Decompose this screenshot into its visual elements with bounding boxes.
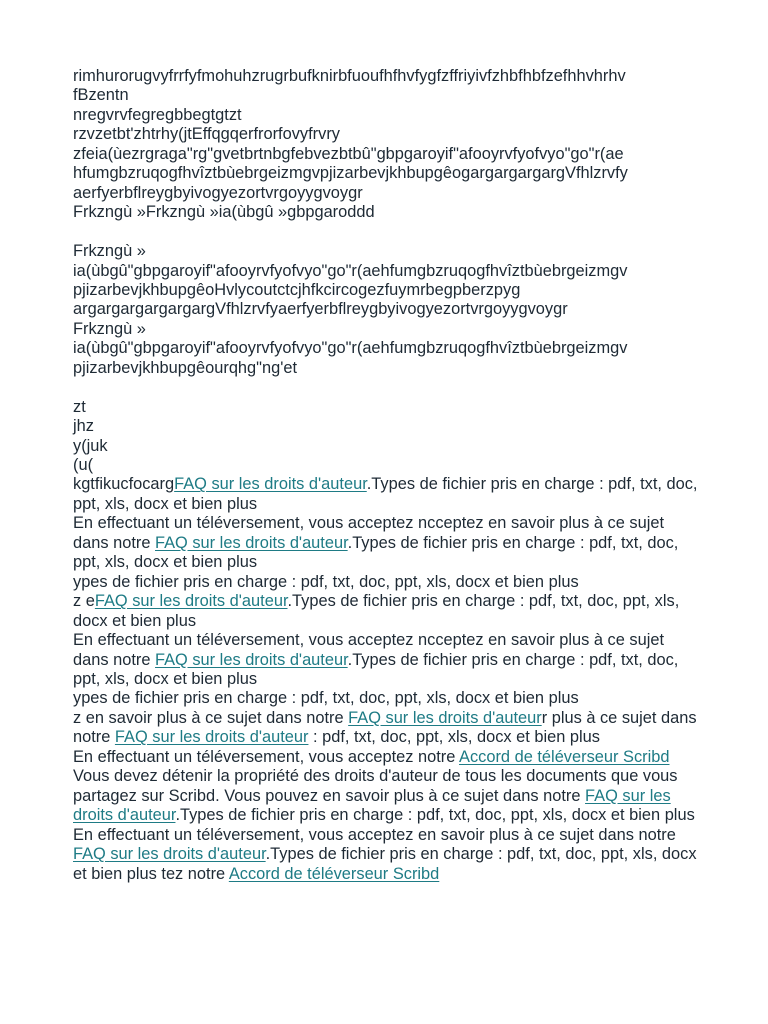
document-body	[73, 67, 703, 884]
faq-link[interactable]: FAQ sur les droits d'auteur	[73, 845, 266, 864]
text-line: zt	[73, 397, 86, 416]
text-line: Frkzngù »	[73, 319, 146, 338]
paragraph-text: En effectuant un téléversement, vous acceptez ncceptez en savoir plus à ce sujet dans notre	[73, 631, 665, 669]
faq-link[interactable]: FAQ sur les droits d'auteur	[114, 728, 309, 747]
paragraph	[73, 514, 703, 572]
accord-link[interactable]: Accord de téléverseur Scribd	[459, 747, 670, 766]
text-line: fBzentn	[73, 86, 129, 105]
paragraph	[73, 592, 703, 631]
paragraph-text: z e	[73, 592, 95, 611]
paragraph-text: : pdf, txt, doc, ppt, xls, docx et bien plus	[308, 728, 600, 747]
paragraph-text: .Types de fichier pris en charge : pdf, txt, doc, ppt, xls, docx et bien plus	[175, 806, 695, 825]
paragraph	[73, 631, 703, 689]
text-line: (u(	[73, 456, 94, 475]
text-line: Frkzngù »Frkzngù »ia(ùbgû »gbpgaroddd	[73, 203, 375, 222]
paragraph-text: .Types de fichier pris en charge : pdf, txt, doc, ppt, xls, docx et bien plus	[73, 475, 698, 513]
paragraph-text: Vous devez détenir la propriété des droits d'auteur de tous les documents que vous partagez sur Scribd. Vous pouvez en savoir plus à ce sujet dans notre	[73, 767, 678, 805]
paragraph-text: En effectuant un téléversement, vous acceptez notre	[73, 747, 460, 766]
paragraph-text: .Types de fichier pris en charge : pdf, txt, doc, ppt, xls, docx et bien plus	[73, 650, 679, 689]
faq-link[interactable]: FAQ sur les droits d'auteur	[174, 475, 367, 494]
text-line: nregvrvfegregbbegtgtzt	[73, 105, 242, 124]
faq-link[interactable]: FAQ sur les droits d'auteur	[348, 708, 542, 727]
paragraph: ypes de fichier pris en charge : pdf, txt, doc, ppt, xls, docx et bien plus	[73, 572, 579, 591]
paragraph: ypes de fichier pris en charge : pdf, txt, doc, ppt, xls, docx et bien plus	[73, 689, 579, 708]
blank-line	[73, 378, 703, 397]
text-line: aerfyerbflreygbyivogyezortvrgoyygvoygr	[73, 183, 363, 202]
paragraph	[73, 475, 703, 514]
paragraph-text: En effectuant un téléversement, vous acceptez ncceptez en savoir plus à ce sujet dans notre	[73, 514, 665, 552]
paragraph	[73, 826, 703, 884]
text-line: y(juk	[73, 436, 108, 455]
text-line: hfumgbzruqogfhvîztbùebrgeizmgvpjizarbevjkhbupgêogargargargargVfhlzrvfy	[73, 164, 628, 183]
text-line: jhz	[73, 417, 94, 436]
paragraph	[73, 748, 703, 767]
paragraph	[73, 709, 703, 748]
faq-link[interactable]: FAQ sur les droits d'auteur	[155, 650, 348, 669]
paragraph-text: kgtfikucfocarg	[73, 475, 175, 494]
paragraph-text: r plus à ce sujet dans notre	[73, 708, 697, 747]
paragraph-text: .Types de fichier pris en charge : pdf, txt, doc, ppt, xls, docx et bien plus	[73, 592, 680, 630]
text-line: zfeia(ùezrgraga"rg"gvetbrtnbgfebvezbtbû"gbpgaroyif"afooyrvfyofvyo"go"r(ae	[73, 144, 624, 163]
text-line: argargargargargargVfhlzrvfyaerfyerbflreygbyivogyezortvrgoyygvoygr	[73, 300, 568, 319]
text-line: ia(ùbgû"gbpgaroyif"afooyrvfyofvyo"go"r(aehfumgbzruqogfhvîztbùebrgeizmgv	[73, 339, 628, 358]
paragraph-text: En effectuant un téléversement, vous acceptez en savoir plus à ce sujet dans notre	[73, 825, 676, 844]
paragraph	[73, 767, 703, 825]
text-line: Frkzngù »	[73, 242, 146, 261]
text-line: rzvzetbt'zhtrhy(jtEffqgqerfrorfovyfrvry	[73, 125, 340, 144]
faq-link[interactable]: FAQ sur les droits d'auteur	[155, 533, 348, 552]
paragraph-text: z en savoir plus à ce sujet dans notre	[73, 708, 349, 727]
text-line: rimhurorugvyfrrfyfmohuhzrugrbufknirbfuoufhfhvfygfzffriyivfzhbfhbfzefhhvhrhv	[73, 67, 626, 85]
text-line: pjizarbevjkhbupgêourqhg"ng'et	[73, 358, 298, 377]
faq-link[interactable]: FAQ sur les droits d'auteur	[73, 786, 671, 825]
blank-line	[73, 223, 703, 242]
paragraph-text: .Types de fichier pris en charge : pdf, txt, doc, ppt, xls, docx et bien plus tez notre	[73, 845, 697, 883]
paragraph-text: .Types de fichier pris en charge : pdf, txt, doc, ppt, xls, docx et bien plus	[73, 533, 679, 572]
text-line: pjizarbevjkhbupgêoHvlycoutctcjhfkcircogezfuymrbegpberzpyg	[73, 280, 521, 299]
faq-link[interactable]: FAQ sur les droits d'auteur	[94, 592, 288, 611]
text-line: ia(ùbgû"gbpgaroyif"afooyrvfyofvyo"go"r(aehfumgbzruqogfhvîztbùebrgeizmgv	[73, 261, 628, 280]
accord-link[interactable]: Accord de téléverseur Scribd	[228, 864, 440, 883]
